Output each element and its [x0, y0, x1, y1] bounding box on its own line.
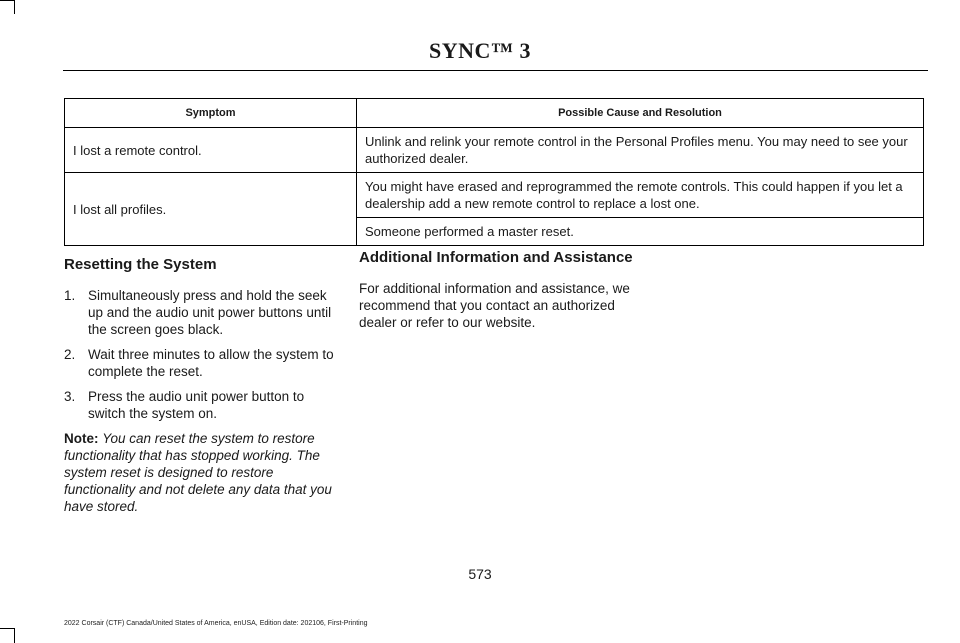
resolution-cell: Someone performed a master reset.: [357, 218, 924, 246]
header-divider: [63, 70, 928, 71]
troubleshooting-table: [64, 98, 924, 246]
step-text: Wait three minutes to allow the system to complete the reset.: [88, 347, 334, 379]
table-row: [65, 128, 924, 173]
step-text: Press the audio unit power button to switch the system on.: [88, 389, 305, 421]
table-header-row: [65, 99, 924, 128]
note-text: You can reset the system to restore functionality that has stopped working. The system reset is designed to restore functionality and not delete any data that you have stored.: [64, 431, 332, 514]
note-label: Note:: [64, 431, 99, 446]
reset-steps-list: [64, 287, 340, 422]
step-number: 2.: [64, 347, 76, 362]
page-number: 573: [468, 566, 492, 582]
step-number: 1.: [64, 288, 76, 303]
step-text: Simultaneously press and hold the seek up and the audio unit power buttons until the screen goes black.: [88, 288, 332, 337]
symptom-cell: I lost a remote control.: [65, 128, 357, 173]
list-item: [64, 346, 340, 380]
column-header-resolution: Possible Cause and Resolution: [357, 99, 924, 128]
step-number: 3.: [64, 389, 76, 404]
crop-mark: [0, 0, 14, 1]
resolution-cell: You might have erased and reprogrammed the remote controls. This could happen if you let a dealership add a new remote control to replace a lost one.: [357, 173, 924, 218]
page-title: SYNC™ 3: [429, 38, 531, 63]
column-header-symptom: Symptom: [65, 99, 357, 128]
list-item: [64, 287, 340, 338]
section-heading: Additional Information and Assistance: [359, 249, 633, 266]
resolution-cell: Unlink and relink your remote control in the Personal Profiles menu. You may need to see your authorized dealer.: [357, 128, 924, 173]
crop-mark: [14, 628, 15, 643]
assistance-section: [359, 249, 639, 331]
reset-section: [64, 256, 340, 515]
assistance-text: For additional information and assistance, we recommend that you contact an authorized dealer or refer to our website.: [359, 281, 630, 330]
edition-footer: 2022 Corsair (CTF) Canada/United States of America, enUSA, Edition date: 202106, First-Printing: [64, 620, 368, 627]
crop-mark: [14, 0, 15, 14]
note: [64, 430, 340, 515]
section-heading: Resetting the System: [64, 256, 217, 273]
symptom-cell: I lost all profiles.: [65, 173, 357, 246]
crop-mark: [0, 628, 14, 629]
table-row: [65, 173, 924, 218]
list-item: [64, 388, 340, 422]
